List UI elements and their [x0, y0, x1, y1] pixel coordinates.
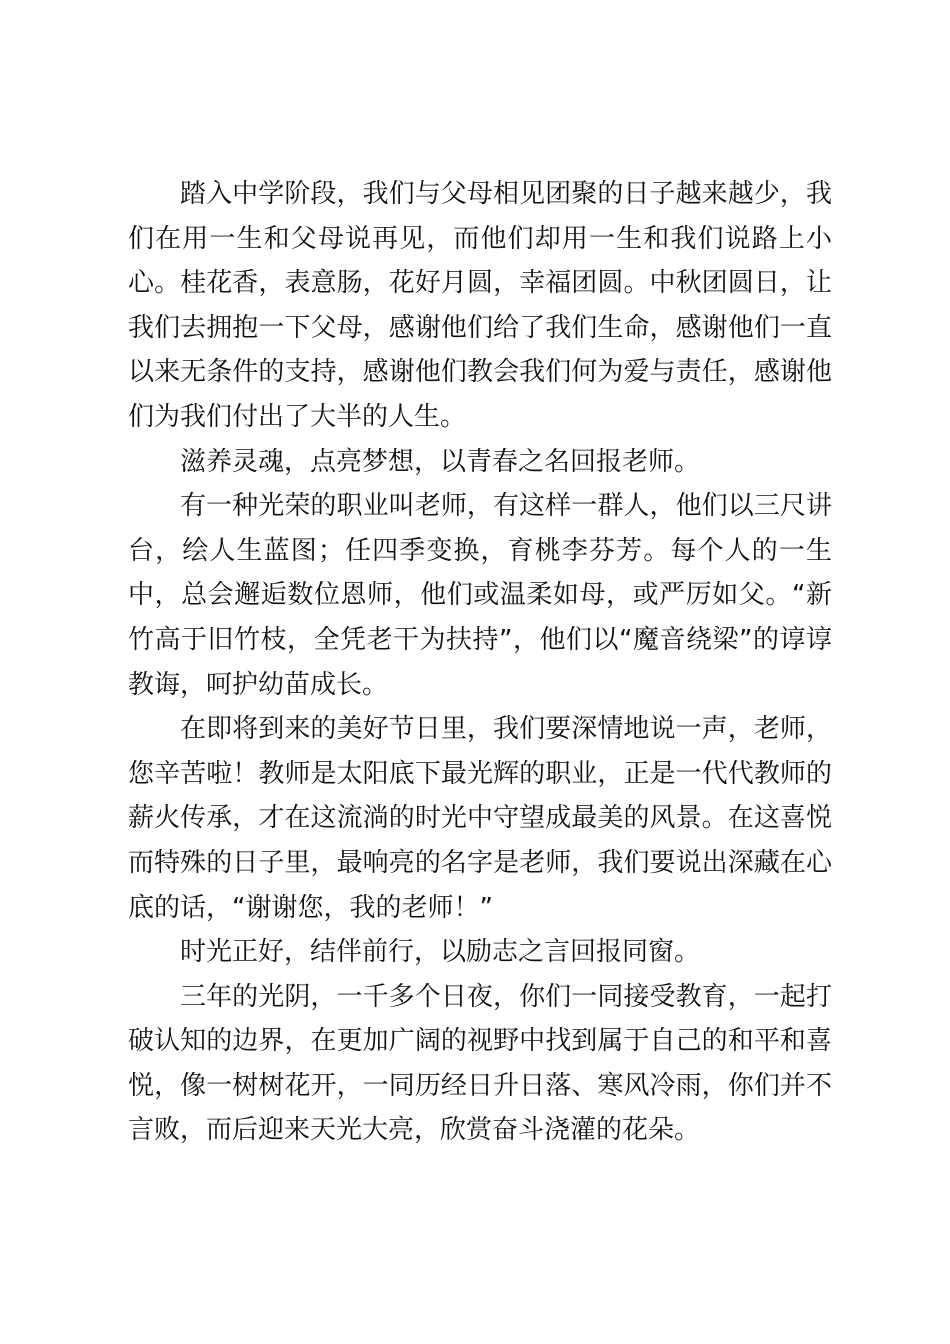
paragraph-teacher-intro: 有一种光荣的职业叫老师，有这样一群人，他们以三尺讲台，绘人生蓝图；任四季变换，育桃李芬芳。每个人的一生中，总会邂逅数位恩师，他们或温柔如母，或严厉如父。“新竹高于旧竹枝，全凭老干为扶持”，他们以“魔音绕梁”的谆谆教诲，呵护幼苗成长。	[128, 491, 832, 700]
document-body	[128, 172, 832, 1153]
paragraph-classmates: 三年的光阴，一千多个日夜，你们一同接受教育，一起打破认知的边界，在更加广阔的视野中找到属于自己的和平和喜悦，像一树树花开，一同历经日升日落、寒风冷雨，你们并不言败，而后迎来天光大亮，欣赏奋斗浇灌的花朵。	[128, 981, 832, 1146]
paragraph-teacher-heading: 滋养灵魂，点亮梦想，以青春之名回报老师。	[180, 446, 701, 477]
paragraph-classmates-heading: 时光正好，结伴前行，以励志之言回报同窗。	[180, 937, 701, 968]
paragraph-teacher-thanks: 在即将到来的美好节日里，我们要深情地说一声，老师，您辛苦啦！教师是太阳底下最光辉的职业，正是一代代教师的薪火传承，才在这流淌的时光中守望成最美的风景。在这喜悦而特殊的日子里，最响亮的名字是老师，我们要说出深藏在心底的话，“谢谢您，我的老师！”	[128, 714, 832, 923]
paragraph-parents: 踏入中学阶段，我们与父母相见团聚的日子越来越少，我们在用一生和父母说再见，而他们却用一生和我们说路上小心。桂花香，表意肠，花好月圆，幸福团圆。中秋团圆日，让我们去拥抱一下父母，感谢他们给了我们生命，感谢他们一直以来无条件的支持，感谢他们教会我们何为爱与责任，感谢他们为我们付出了大半的人生。	[128, 179, 832, 432]
